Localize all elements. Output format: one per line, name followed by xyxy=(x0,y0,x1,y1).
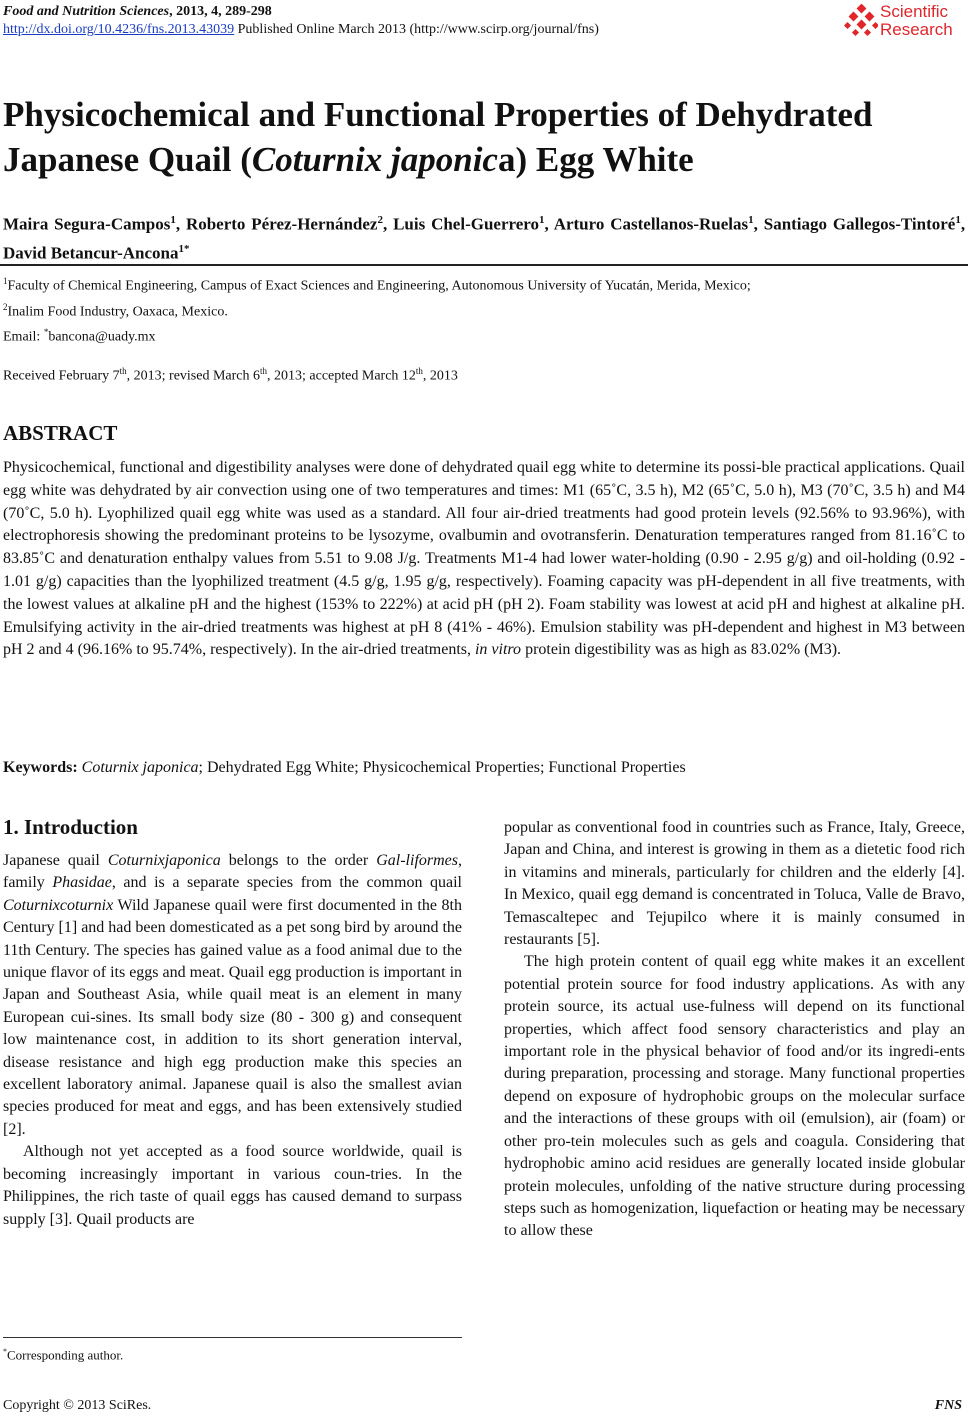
author-affiliation-mark: 1 xyxy=(955,214,961,226)
author-separator: , xyxy=(753,214,764,234)
accepted-text: , 2013; accepted March 12 xyxy=(267,368,416,384)
author-affiliation-mark: 1 xyxy=(748,214,754,226)
right-column xyxy=(504,817,965,1243)
affiliation-mark: 1 xyxy=(3,276,8,286)
order-italic: Gal-liformes xyxy=(376,852,458,869)
received-dates xyxy=(3,361,458,387)
author-list xyxy=(3,208,965,265)
abstract-text xyxy=(3,457,965,662)
affiliation-text: Inalim Food Industry, Oaxaca, Mexico. xyxy=(7,304,228,320)
email-label: Email: xyxy=(3,329,44,345)
affiliation-2 xyxy=(3,297,965,323)
author-affiliation-mark: 1* xyxy=(178,242,190,255)
intro-paragraph-4: The high protein content of quail egg white makes it an excellent potential protein source for food industry applications. As with any protein source, its actual use-fulness will depend on its functional properties, which affect food sensory characteristics and play an important role in the physical behavior of food and/or its ingredi-ents during preparation, processing and storage. Many functional properties depend on exposure of hydrophobic groups on the molecular surface and the interactions of these groups with oil (emulsion), air (foam) or other pro-tein molecules such as gels and coagula. Considering that hydrophobic amino acid residues are generally located inside globular protein molecules, unfolding of the native structure during processing steps such as homogenization, liquefaction or heating may be necessary to allow these xyxy=(504,953,965,1240)
left-column xyxy=(3,850,462,1231)
email-address: bancona@uady.mx xyxy=(48,329,156,345)
species-italic: Coturnixjaponica xyxy=(107,852,221,869)
intro-paragraph-2: Although not yet accepted as a food source worldwide, quail is becoming increasingly important in various coun-tries. In the Philippines, the rich taste of quail eggs has caused demand to surpass supply [3]. Quail products are xyxy=(3,1143,462,1228)
section-heading-introduction: 1. Introduction xyxy=(3,815,138,839)
author-name: Luis Chel-Guerrero xyxy=(393,214,540,234)
author-divider xyxy=(0,264,968,266)
footnote xyxy=(3,1344,123,1363)
email-line xyxy=(3,322,965,348)
abstract-italic: in vitro xyxy=(474,641,522,659)
keywords-label: Keywords: xyxy=(3,759,78,776)
running-header xyxy=(3,3,599,39)
logo-line-2: Research xyxy=(880,20,953,39)
doi-line xyxy=(3,21,599,39)
abstract-part-1: Physicochemical, functional and digestibility analyses were done of dehydrated quail egg white to determine its possi-ble practical applications. Quail egg white was dehydrated by air convection using one of two temperatures and times: M1 (65˚C, 3.5 h), M2 (65˚C, 5.0 h), M3 (70˚C, 3.5 h) and M4 (70˚C, 5.0 h). Lyophilized quail egg white was used as a standard. All four air-dried treatments had good protein levels (92.56% to 93.96%), with electrophoresis showing the predominant proteins to be lysozyme, ovalbumin and ovotransferin. Denaturation temperatures ranged from 81.16˚C to 83.85˚C and denaturation enthalpy values from 5.51 to 9.08 J/g. Treatments M1-4 had lower water-holding (0.90 - 2.95 g/g) and oil-holding (0.92 - 1.01 g/g) capacities than the lyophilized treatment (4.5 g/g, 1.95 g/g, respectively). Foaming capacity was pH-dependent in all five treatments, with the lowest values at alkaline pH and the highest (153% to 222%) at acid pH (pH 2). Foam stability was lowest at acid pH and highest at alkaline pH. Emulsifying activity in the air-dried treatments was highest at pH 8 (41% - 46%). Emulsion stability was pH-dependent and highest in M3 between pH 2 and 4 (96.16% to 95.74%, respectively). In the air-dried treatments, xyxy=(3,459,965,659)
publication-info: Published Online March 2013 (http://www.scirp.org/journal/fns) xyxy=(234,22,599,37)
abstract-heading: ABSTRACT xyxy=(3,421,118,445)
journal-abbreviation: FNS xyxy=(934,1398,962,1413)
received-text: Received February 7 xyxy=(3,368,120,384)
keyword-species: Coturnix japonica xyxy=(81,759,199,776)
copyright: Copyright © 2013 SciRes. xyxy=(3,1398,152,1413)
text-run: Japanese quail xyxy=(3,852,108,869)
author-name: David Betancur-Ancona xyxy=(3,243,179,263)
author-affiliation-mark: 1 xyxy=(539,214,545,226)
ordinal: th xyxy=(415,366,423,376)
intro-paragraph-1 xyxy=(3,850,462,1141)
footnote-text: Corresponding author. xyxy=(7,1347,124,1363)
text-run: Wild Japanese quail were first documented in the 8th Century [1] and had been domesticated as a pet song bird by around the 11th Century. The species has gained value as a food animal due to the unique flavor of its eggs and meat. Quail egg production is important in Japan and Southeast Asia, while quail meat is an element in many European cui-sines. Its small body size (80 - 300 g) and consequent low maintenance cost, in addition to its short generation interval, disease resistance and high egg production make this species an excellent laboratory animal. Japanese quail is also the smallest avian species produced for meat and eggs, and has been extensively studied [2]. xyxy=(3,896,463,1138)
keywords xyxy=(3,757,686,779)
scientific-research-logo-icon xyxy=(844,4,878,40)
author-name: Arturo Castellanos-Ruelas xyxy=(553,214,749,234)
publisher-logo xyxy=(844,2,964,42)
intro-paragraph-3: popular as conventional food in countries such as France, Italy, Greece, Japan and China, and interest is growing in them as a dietetic food rich in vitamins and minerals, particularly for children and the elderly [4]. In Mexico, quail egg demand is concentrated in Toluca, Valle de Bravo, Temascaltepec and Tejupilco where it is mainly consumed in restaurants [5]. xyxy=(504,819,965,949)
family-italic: Phasidae xyxy=(52,874,112,892)
author-separator: , xyxy=(960,214,966,234)
doi-link[interactable]: http://dx.doi.org/10.4236/fns.2013.43039 xyxy=(3,22,235,37)
logo-line-1: Scientific xyxy=(880,2,949,21)
footnote-divider xyxy=(3,1337,462,1338)
affiliations xyxy=(3,271,965,348)
paper-title xyxy=(3,92,963,182)
journal-name: Food and Nutrition Sciences xyxy=(3,4,170,19)
author-affiliation-mark: 2 xyxy=(377,214,383,226)
ordinal: th xyxy=(260,366,268,376)
text-run: belongs to the order xyxy=(220,852,377,869)
revised-text: , 2013; revised March 6 xyxy=(126,368,260,384)
author-separator: , xyxy=(544,214,554,234)
footnote-mark: * xyxy=(3,1347,7,1356)
affiliation-text: Faculty of Chemical Engineering, Campus of Exact Sciences and Engineering, Autonomous University of Yucatán, Merida, Mexico; xyxy=(7,278,751,294)
journal-citation xyxy=(3,3,599,21)
keywords-list: ; Dehydrated Egg White; Physicochemical Properties; Functional Properties xyxy=(198,759,686,776)
title-species-italic: Coturnix japonic xyxy=(251,140,498,179)
affiliation-mark: 2 xyxy=(3,301,8,312)
author-name: Maira Segura-Campos xyxy=(3,214,171,234)
author-separator: , xyxy=(382,214,394,234)
accepted-year: , 2013 xyxy=(422,368,458,384)
text-run: , family xyxy=(3,852,462,892)
ordinal: th xyxy=(119,366,127,376)
text-run: , and is a separate species from the common quail xyxy=(111,874,462,892)
email-mark: * xyxy=(43,327,49,338)
author-name: Roberto Pérez-Hernández xyxy=(185,214,378,234)
author-separator: , xyxy=(175,214,186,234)
species-italic: Coturnixcoturnix xyxy=(3,896,114,914)
title-part-1: Physicochemical and Functional Properties of Dehydrated Japanese Quail ( xyxy=(3,95,873,179)
affiliation-1 xyxy=(3,271,965,297)
citation-info: , 2013, 4, 289-298 xyxy=(169,4,272,19)
abstract-part-2: protein digestibility was as high as 83.02% (M3). xyxy=(521,641,842,659)
author-name: Santiago Gallegos-Tintoré xyxy=(763,214,956,234)
author-affiliation-mark: 1 xyxy=(170,214,176,226)
title-part-2: a) Egg White xyxy=(497,140,694,179)
logo-wordmark xyxy=(880,3,953,39)
